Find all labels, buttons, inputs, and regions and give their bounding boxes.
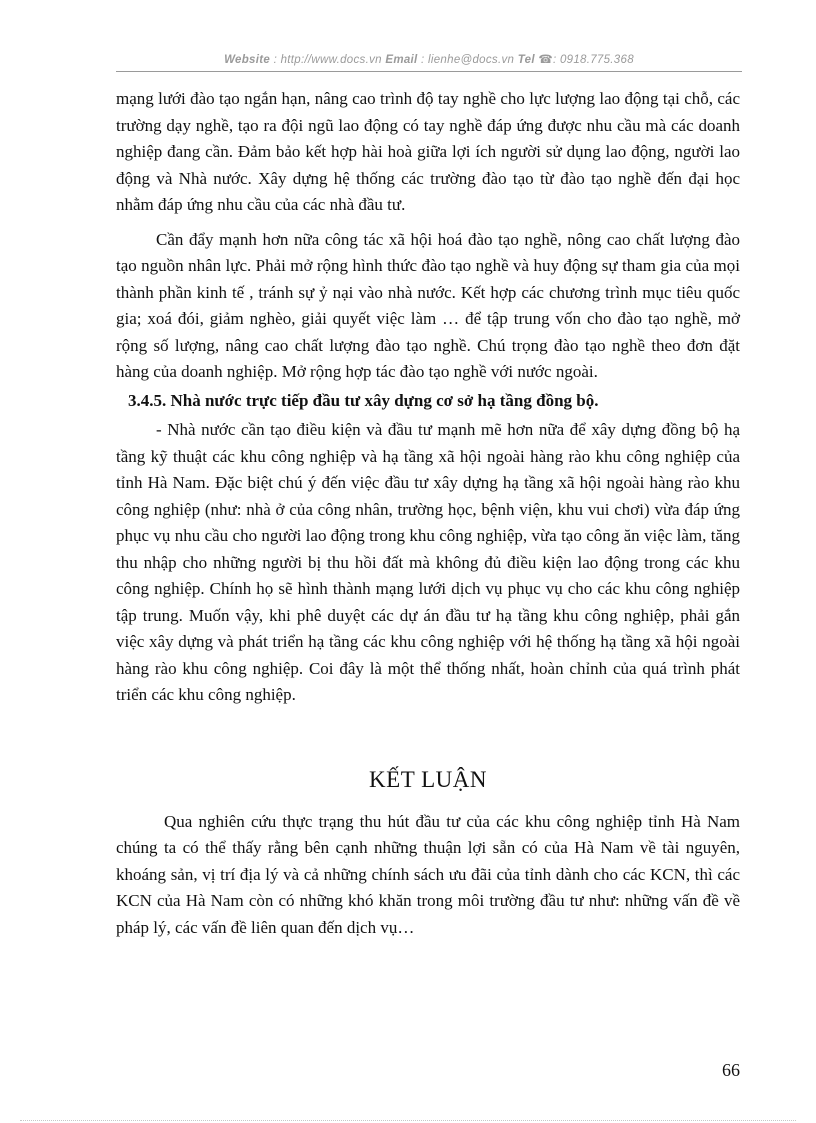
paragraph-1: mạng lưới đào tạo ngắn hạn, nâng cao trình độ tay nghề cho lực lượng lao động tại chỗ, các trường dạy nghề, tạo ra đội ngũ lao động có tay nghề đáp ứng được nhu cầu mà các doanh nghiệp đang cần. Đảm bảo kết hợp hài hoà giữa lợi ích người sử dụng lao động, người lao động và Nhà nước. Xây dựng hệ thống các trường đào tạo từ đào tạo nghề đến đại học nhằm đáp ứng nhu cầu của các nhà đầu tư.	[116, 89, 740, 214]
conclusion-title: KẾT LUẬN	[369, 766, 487, 792]
tel-value: : 0918.775.368	[552, 54, 634, 66]
footer-divider	[20, 1120, 796, 1121]
paragraph-3: - Nhà nước cần tạo điều kiện và đầu tư mạnh mẽ hơn nữa để xây dựng đồng bộ hạ tầng kỹ thuật các khu công nghiệp và hạ tầng xã hội ngoài hàng rào khu công nghiệp của tỉnh Hà Nam. Đặc biệt chú ý đến việc đầu tư xây dựng hạ tầng xã hội ngoài hàng rào khu công nghiệp (như: nhà ở của công nhân, trường học, bệnh viện, khu vui chơi) vừa đáp ứng phục vụ nhu cầu cho người lao động trong khu công nghiệp, vừa tạo công ăn việc làm, tăng thu nhập cho những người bị thu hồi đất mà không đủ điều kiện lao động trong các khu công nghiệp. Chính họ sẽ hình thành mạng lưới dịch vụ phục vụ cho các khu công nghiệp tập trung. Muốn vậy, khi phê duyệt các dự án đầu tư hạ tầng khu công nghiệp, phải gắn việc xây dựng và phát triển hạ tầng các khu công nghiệp với hệ thống hạ tầng xã hội ngoài hàng rào khu công nghiệp. Coi đây là một thể thống nhất, hoàn chỉnh của quá trình phát triển các khu công nghiệp.	[116, 420, 740, 704]
section-heading: 3.4.5. Nhà nước trực tiếp đầu tư xây dựng cơ sở hạ tầng đồng bộ.	[128, 390, 599, 410]
page-header	[116, 52, 742, 66]
paragraph-2: Cần đẩy mạnh hơn nữa công tác xã hội hoá đào tạo nghề, nông cao chất lượng đào tạo nguồn nhân lực. Phải mở rộng hình thức đào tạo nghề và huy động sự tham gia của mọi thành phần kinh tế , tránh sự ỷ nại vào nhà nước. Kết hợp các chương trình mục tiêu quốc gia; xoá đói, giảm nghèo, giải quyết việc làm … để tập trung vốn cho đào tạo nghề, mở rộng số lượng, nâng cao chất lượng đào tạo nghề. Chú trọng đào tạo nghề theo đơn đặt hàng của doanh nghiệp. Mở rộng hợp tác đào tạo nghề với nước ngoài.	[116, 229, 740, 381]
page-number: 66	[722, 1060, 740, 1080]
email-value: : lienhe@docs.vn	[421, 54, 515, 66]
phone-icon: ☎	[538, 54, 553, 66]
tel-label: Tel	[517, 54, 535, 66]
conclusion-paragraph: Qua nghiên cứu thực trạng thu hút đầu tư của các khu công nghiệp tỉnh Hà Nam chúng ta có thể thấy rằng bên cạnh những thuận lợi sẵn có của Hà Nam về tài nguyên, khoáng sản, vị trí địa lý và cả những chính sách ưu đãi của tỉnh dành cho các KCN, thì các KCN của Hà Nam còn có những khó khăn trong môi trường đầu tư như: những vấn đề về pháp lý, các vấn đề liên quan đến dịch vụ…	[116, 811, 740, 937]
document-body	[116, 86, 740, 941]
website-label: Website	[224, 54, 271, 66]
website-value: : http://www.docs.vn	[273, 54, 382, 66]
header-divider	[116, 71, 742, 72]
email-label: Email	[385, 54, 418, 66]
